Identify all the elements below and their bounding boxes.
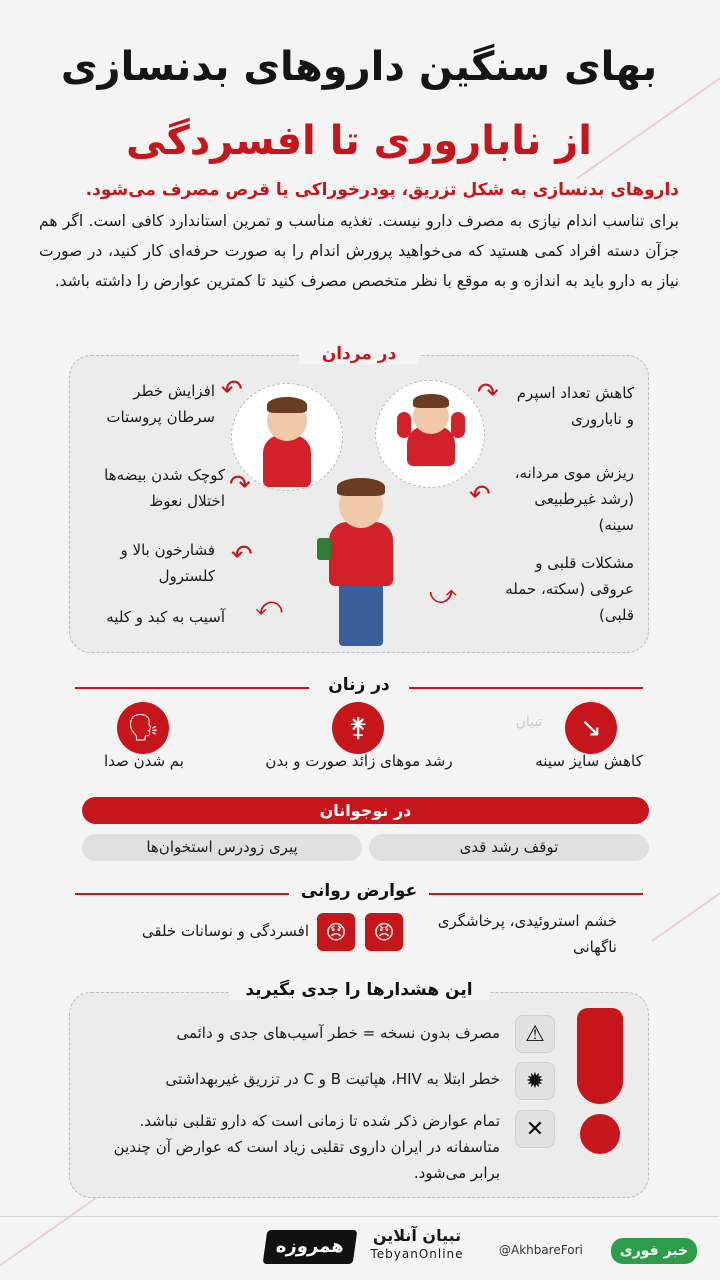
cross-icon: ✕: [516, 1110, 556, 1148]
men-item-bloodpressure: فشارخون بالا و کلسترول: [121, 541, 216, 585]
curved-arrow-icon: ↶: [232, 540, 254, 570]
men-item-liver: آسیب به کبد و کلیه: [107, 608, 226, 626]
warning-item-prescription: مصرف بدون نسخه = خطر آسیب‌های جدی و دائمی: [177, 1024, 501, 1042]
men-title: در مردان: [300, 344, 420, 364]
teens-item-height: توقف رشد قدی: [370, 834, 650, 861]
warnings-title: این هشدارها را جدی بگیرید: [230, 980, 490, 1000]
curved-arrow-icon: ↶: [470, 480, 492, 510]
brand-hamrooze-logo: همروزه: [264, 1230, 359, 1264]
warning-item-hiv: خطر ابتلا به HIV، هپاتیت B و C در تزریق غیربهداشتی: [166, 1070, 501, 1088]
footer-divider: [0, 1216, 720, 1217]
men-item-hairloss: ریزش موی مردانه، (رشد غیرطبیعی سینه): [515, 464, 635, 534]
brand-tebyan-en: TebyanOnline: [371, 1247, 465, 1261]
angry-face-icon: 😠: [366, 913, 404, 951]
mental-item-depression: افسردگی و نوسانات خلقی: [142, 922, 310, 940]
virus-icon: ✹: [516, 1062, 556, 1100]
strong-man-illustration: [400, 392, 464, 482]
brand-tebyan-fa: تبیان آنلاین: [373, 1226, 463, 1245]
curved-arrow-icon: ↷: [478, 378, 500, 408]
curved-arrow-icon: ↷: [230, 470, 252, 500]
hair-follicle-icon: ⚵: [333, 702, 385, 754]
chart-down-icon: ↘: [566, 702, 618, 754]
man-holding-pills-illustration: [322, 478, 402, 648]
exclamation-icon: [572, 1008, 630, 1168]
women-item-hair: رشد موهای زائد صورت و بدن: [266, 752, 454, 770]
sad-man-illustration: [258, 395, 318, 495]
social-handle[interactable]: @AkhbareFori: [500, 1243, 584, 1257]
page-title: بهای سنگین داروهای بدنسازی: [61, 44, 659, 90]
warning-triangle-icon: ⚠: [516, 1015, 556, 1053]
men-item-sperm: کاهش تعداد اسپرم و ناباروری: [517, 384, 635, 428]
warning-item-fake: تمام عوارض ذکر شده تا زمانی است که دارو تقلبی نباشد. متاسفانه در ایران داروی تقلبی زیاد است که عوارض آن چندین برابر می‌شود.: [114, 1112, 501, 1182]
mental-item-anger: خشم استروئیدی، پرخاشگری ناگهانی: [438, 912, 618, 956]
curved-arrow-icon: ⤻: [430, 580, 458, 610]
speaking-head-icon: 🗣: [118, 702, 170, 754]
women-title: در زنان: [310, 675, 410, 695]
sad-person-icon: 😞: [318, 913, 356, 951]
curved-arrow-icon: ↶: [222, 375, 244, 405]
mental-title: عوارض روانی: [290, 881, 430, 901]
women-item-voice: بم شدن صدا: [105, 752, 185, 770]
intro-lead: داروهای بدنسازی به شکل تزریق، پودرخوراکی یا قرص مصرف می‌شود.: [86, 180, 680, 200]
page-subtitle: از ناباروری تا افسردگی: [127, 118, 593, 164]
men-item-heart: مشکلات قلبی و عروقی (سکته، حمله قلبی): [506, 554, 635, 624]
intro-body: برای تناسب اندام نیازی به مصرف دارو نیست. تغذیه مناسب و تمرین استاندارد کافی است. اگر هم جزآن دسته افراد کمی هستید که می‌خواهید پرورش اندام را به صورت حرفه‌ای کار کنید، در صورت نیاز به دارو باید به اندازه و به موقع با نظر متخصص مصرف کنید تا کمترین عوارض را داشته باشد.: [40, 212, 680, 290]
men-item-prostate: افزایش خطر سرطان پروستات: [107, 382, 216, 426]
watermark: تبیان: [516, 714, 544, 730]
teens-title: در نوجوانان: [83, 797, 650, 824]
women-item-breast: کاهش سایز سینه: [536, 752, 644, 770]
brand-khabarfori-logo: خبر فوری: [612, 1238, 698, 1264]
men-item-testes: کوچک شدن بیضه‌ها اختلال نعوظ: [105, 466, 226, 510]
teens-item-bones: پیری زودرس استخوان‌ها: [83, 834, 363, 861]
curved-arrow-icon: ⤺: [256, 592, 284, 622]
